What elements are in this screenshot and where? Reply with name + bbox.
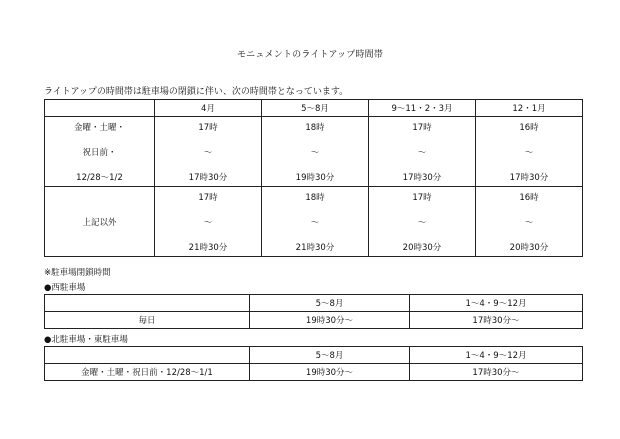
end-time: 21時30分 — [188, 242, 228, 253]
page-title: モニュメントのライトアップ時間帯 — [236, 50, 384, 60]
north-east-parking-title: ●北駐車場・東駐車場 — [44, 335, 128, 345]
header-cell-may-aug: 5〜8月 — [262, 100, 369, 117]
header-cell-april: 4月 — [155, 100, 262, 117]
range-separator: 〜 — [417, 217, 427, 228]
row-label: 金曜・土曜・祝日前・12/28〜1/1 — [45, 364, 250, 381]
end-time: 17時30分 — [509, 172, 549, 183]
time-cell — [369, 117, 476, 187]
end-time: 19時30分 — [295, 172, 335, 183]
row-label: 毎日 — [45, 312, 250, 329]
time-cell — [369, 187, 476, 257]
closing-time-cell: 17時30分〜 — [410, 312, 583, 329]
row-label — [45, 117, 155, 187]
time-cell — [476, 117, 583, 187]
closing-time-cell: 19時30分〜 — [250, 364, 410, 381]
header-cell-sep-mar: 9〜11・2・3月 — [369, 100, 476, 117]
table-header-row — [45, 347, 583, 364]
start-time: 17時 — [412, 122, 432, 133]
end-time: 20時30分 — [402, 242, 442, 253]
header-cell-may-aug: 5〜8月 — [250, 347, 410, 364]
table-row — [45, 187, 583, 257]
end-time: 17時30分 — [188, 172, 228, 183]
west-parking-title: ●西駐車場 — [44, 283, 86, 293]
time-cell — [155, 117, 262, 187]
west-parking-table — [44, 294, 583, 329]
table-row — [45, 364, 583, 381]
time-cell — [476, 187, 583, 257]
header-cell-other-months: 1〜4・9〜12月 — [410, 295, 583, 312]
row-label-line: 12/28〜1/2 — [76, 172, 123, 183]
range-separator: 〜 — [417, 147, 427, 158]
range-separator: 〜 — [310, 147, 320, 158]
north-east-parking-table — [44, 346, 583, 381]
range-separator: 〜 — [203, 147, 213, 158]
start-time: 18時 — [305, 192, 325, 203]
table-header-row — [45, 100, 583, 117]
parking-closing-note: ※駐車場閉鎖時間 — [44, 268, 111, 278]
start-time: 16時 — [519, 192, 539, 203]
end-time: 17時30分 — [402, 172, 442, 183]
table-row — [45, 312, 583, 329]
end-time: 21時30分 — [295, 242, 335, 253]
row-label-line: 祝日前・ — [82, 147, 117, 158]
time-cell — [262, 117, 369, 187]
range-separator: 〜 — [203, 217, 213, 228]
closing-time-cell: 19時30分〜 — [250, 312, 410, 329]
start-time: 17時 — [198, 192, 218, 203]
time-cell — [262, 187, 369, 257]
lightup-schedule-table — [44, 99, 583, 257]
range-separator: 〜 — [310, 217, 320, 228]
range-separator: 〜 — [524, 217, 534, 228]
row-label-line: 金曜・土曜・ — [73, 122, 125, 133]
time-cell — [155, 187, 262, 257]
row-label: 上記以外 — [45, 187, 155, 257]
start-time: 17時 — [198, 122, 218, 133]
intro-text: ライトアップの時間帯は駐車場の閉鎖に伴い、次の時間帯となっています。 — [44, 87, 349, 97]
header-cell-may-aug: 5〜8月 — [250, 295, 410, 312]
range-separator: 〜 — [524, 147, 534, 158]
end-time: 20時30分 — [509, 242, 549, 253]
header-cell-empty — [45, 347, 250, 364]
start-time: 18時 — [305, 122, 325, 133]
header-cell-dec-jan: 12・1月 — [476, 100, 583, 117]
header-cell-other-months: 1〜4・9〜12月 — [410, 347, 583, 364]
header-cell-empty — [45, 100, 155, 117]
closing-time-cell: 17時30分〜 — [410, 364, 583, 381]
start-time: 16時 — [519, 122, 539, 133]
table-row — [45, 117, 583, 187]
start-time: 17時 — [412, 192, 432, 203]
header-cell-empty — [45, 295, 250, 312]
table-header-row — [45, 295, 583, 312]
